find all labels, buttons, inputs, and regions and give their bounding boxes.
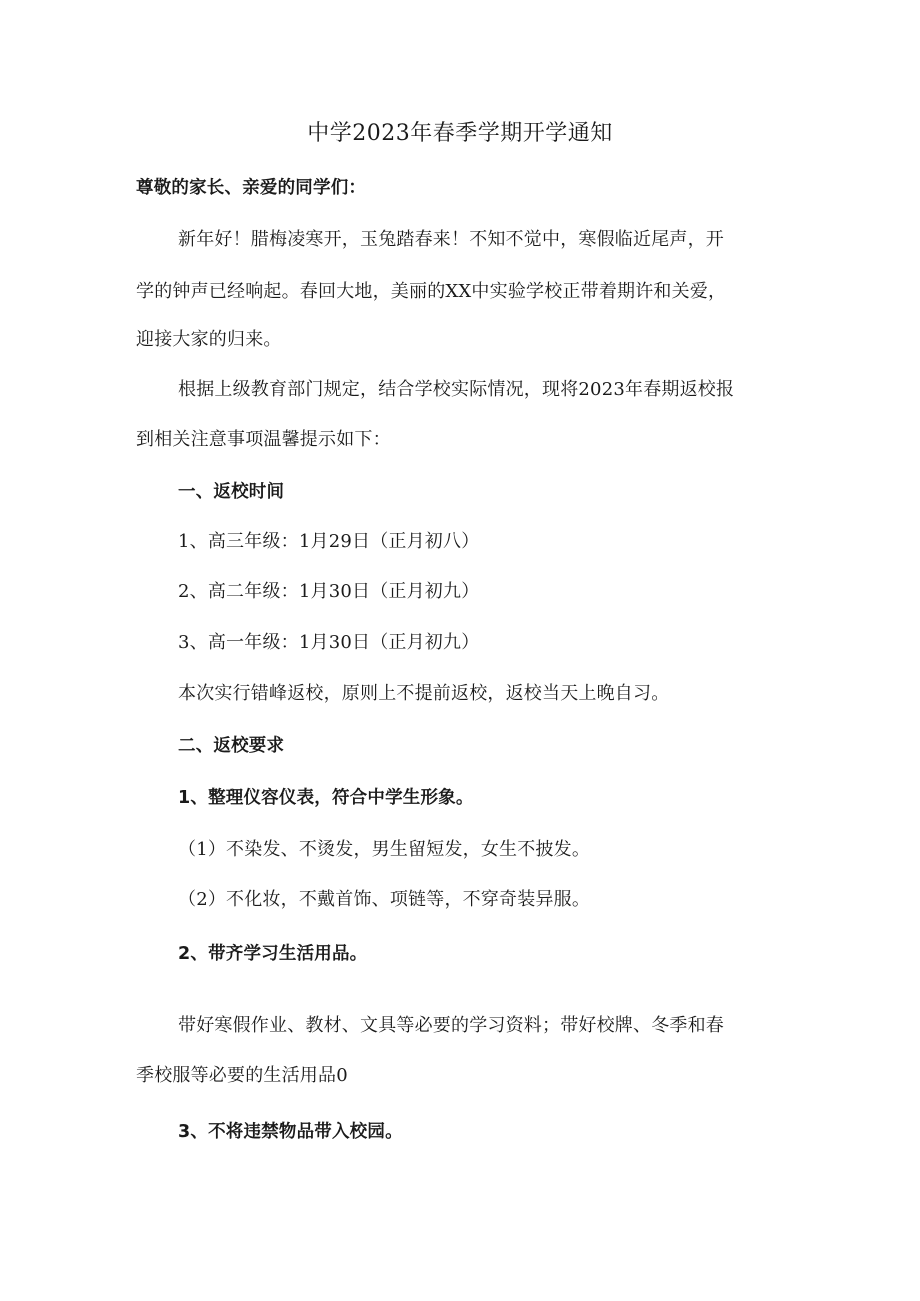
basis-line-1: 根据上级教育部门规定，结合学校实际情况，现将2023年春期返校报	[178, 379, 735, 400]
req1-sub-1: （1）不染发、不烫发，男生留短发，女生不披发。	[178, 839, 591, 860]
req2-line-2: 季校服等必要的生活用品0	[136, 1065, 348, 1086]
section1-item-2: 2、高二年级：1月30日（正月初九）	[178, 581, 480, 602]
section1-item-3: 3、高一年级：1月30日（正月初九）	[178, 632, 480, 653]
intro-line-2: 学的钟声已经响起。春回大地，美丽的XX中实验学校正带着期许和关爱，	[136, 281, 727, 302]
section1-item-1: 1、高三年级：1月29日（正月初八）	[178, 531, 480, 552]
req1-heading: 1、整理仪容仪表，符合中学生形象。	[178, 788, 474, 808]
basis-line-2: 到相关注意事项温馨提示如下：	[136, 429, 391, 450]
req3-heading: 3、不将违禁物品带入校园。	[178, 1122, 403, 1142]
salutation: 尊敬的家长、亲爱的同学们：	[136, 178, 367, 198]
section1-heading: 一、返校时间	[178, 482, 285, 502]
req1-sub-2: （2）不化妆，不戴首饰、项链等，不穿奇装异服。	[178, 889, 591, 910]
section2-heading: 二、返校要求	[178, 736, 285, 756]
section1-note: 本次实行错峰返校，原则上不提前返校，返校当天上晚自习。	[178, 683, 670, 704]
req2-line-1: 带好寒假作业、教材、文具等必要的学习资料；带好校牌、冬季和春	[178, 1015, 724, 1036]
intro-line-3: 迎接大家的归来。	[136, 329, 282, 350]
document-title: 中学2023年春季学期开学通知	[307, 121, 613, 146]
req2-heading: 2、带齐学习生活用品。	[178, 944, 368, 964]
intro-line-1: 新年好！腊梅凌寒开，玉兔踏春来！不知不觉中，寒假临近尾声，开	[178, 229, 724, 250]
